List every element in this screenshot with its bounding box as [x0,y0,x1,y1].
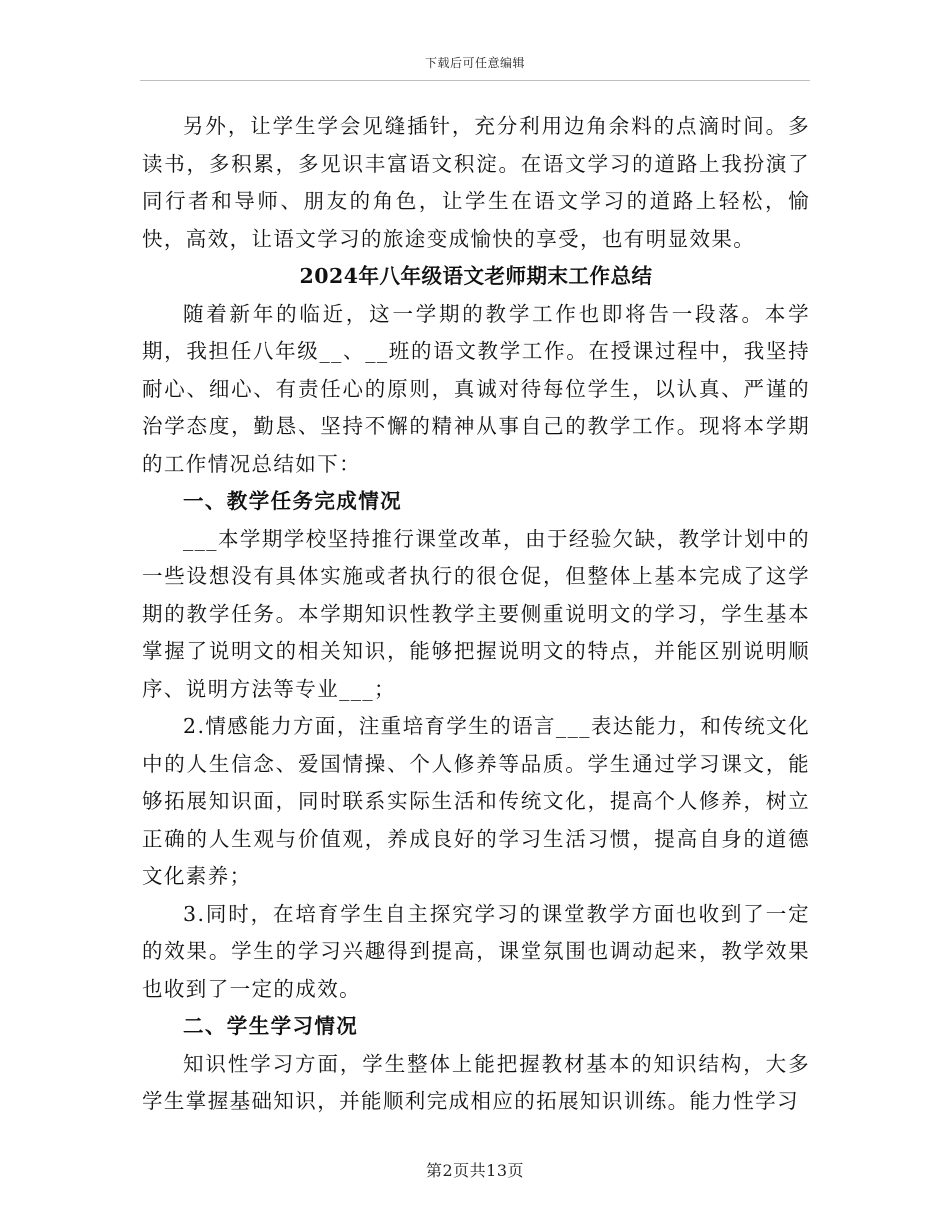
page-number: 第2页共13页 [425,1161,525,1180]
section-heading-teaching-tasks: 一、教学任务完成情况 [183,489,402,513]
header-note: 下载后可任意编辑 [424,56,525,70]
document-title: 2024年八年级语文老师期末工作总结 [299,264,653,288]
document-body [142,108,810,1121]
paragraph-student-learning: 知识性学习方面，学生整体上能把握教材基本的知识结构，大多学生掌握基础知识，并能顺利完成相应的拓展知识训练。能力性学习 [142,1051,810,1113]
paragraph-self-inquiry: 3.同时，在培育学生自主探究学习的课堂教学方面也收到了一定的效果。学生的学习兴趣得到提高，课堂氛围也调动起来，教学效果也收到了一定的成效。 [142,901,810,1001]
paragraph-intro-continuation: 另外，让学生学会见缝插针，充分利用边角余料的点滴时间。多读书，多积累，多见识丰富语文积淀。在语文学习的道路上我扮演了同行者和导师、朋友的角色，让学生在语文学习的道路上轻松，愉快，高效，让语文学习的旅途变成愉快的享受，也有明显效果。 [142,114,810,251]
header-divider [140,80,810,81]
paragraph-emotional-ability: 2.情感能力方面，注重培育学生的语言___表达能力，和传统文化中的人生信念、爱国情操、个人修养等品质。学生通过学习课文，能够拓展知识面，同时联系实际生活和传统文化，提高个人修养，树立正确的人生观与价值观，养成良好的学习生活习惯，提高自身的道德文化素养； [142,714,810,888]
paragraph-teaching-tasks: ___本学期学校坚持推行课堂改革，由于经验欠缺，教学计划中的一些设想没有具体实施或者执行的很仓促，但整体上基本完成了这学期的教学任务。本学期知识性教学主要侧重说明文的学习，学生基本掌握了说明文的相关知识，能够把握说明文的特点，并能区别说明顺序、说明方法等专业___； [142,526,810,701]
section-heading-student-learning: 二、学生学习情况 [183,1014,359,1038]
paragraph-opening: 随着新年的临近，这一学期的教学工作也即将告一段落。本学期，我担任八年级__、__班的语文教学工作。在授课过程中，我坚持耐心、细心、有责任心的原则，真诚对待每位学生，以认真、严谨的治学态度，勤恳、坚持不懈的精神从事自己的教学工作。现将本学期的工作情况总结如下： [142,301,810,476]
